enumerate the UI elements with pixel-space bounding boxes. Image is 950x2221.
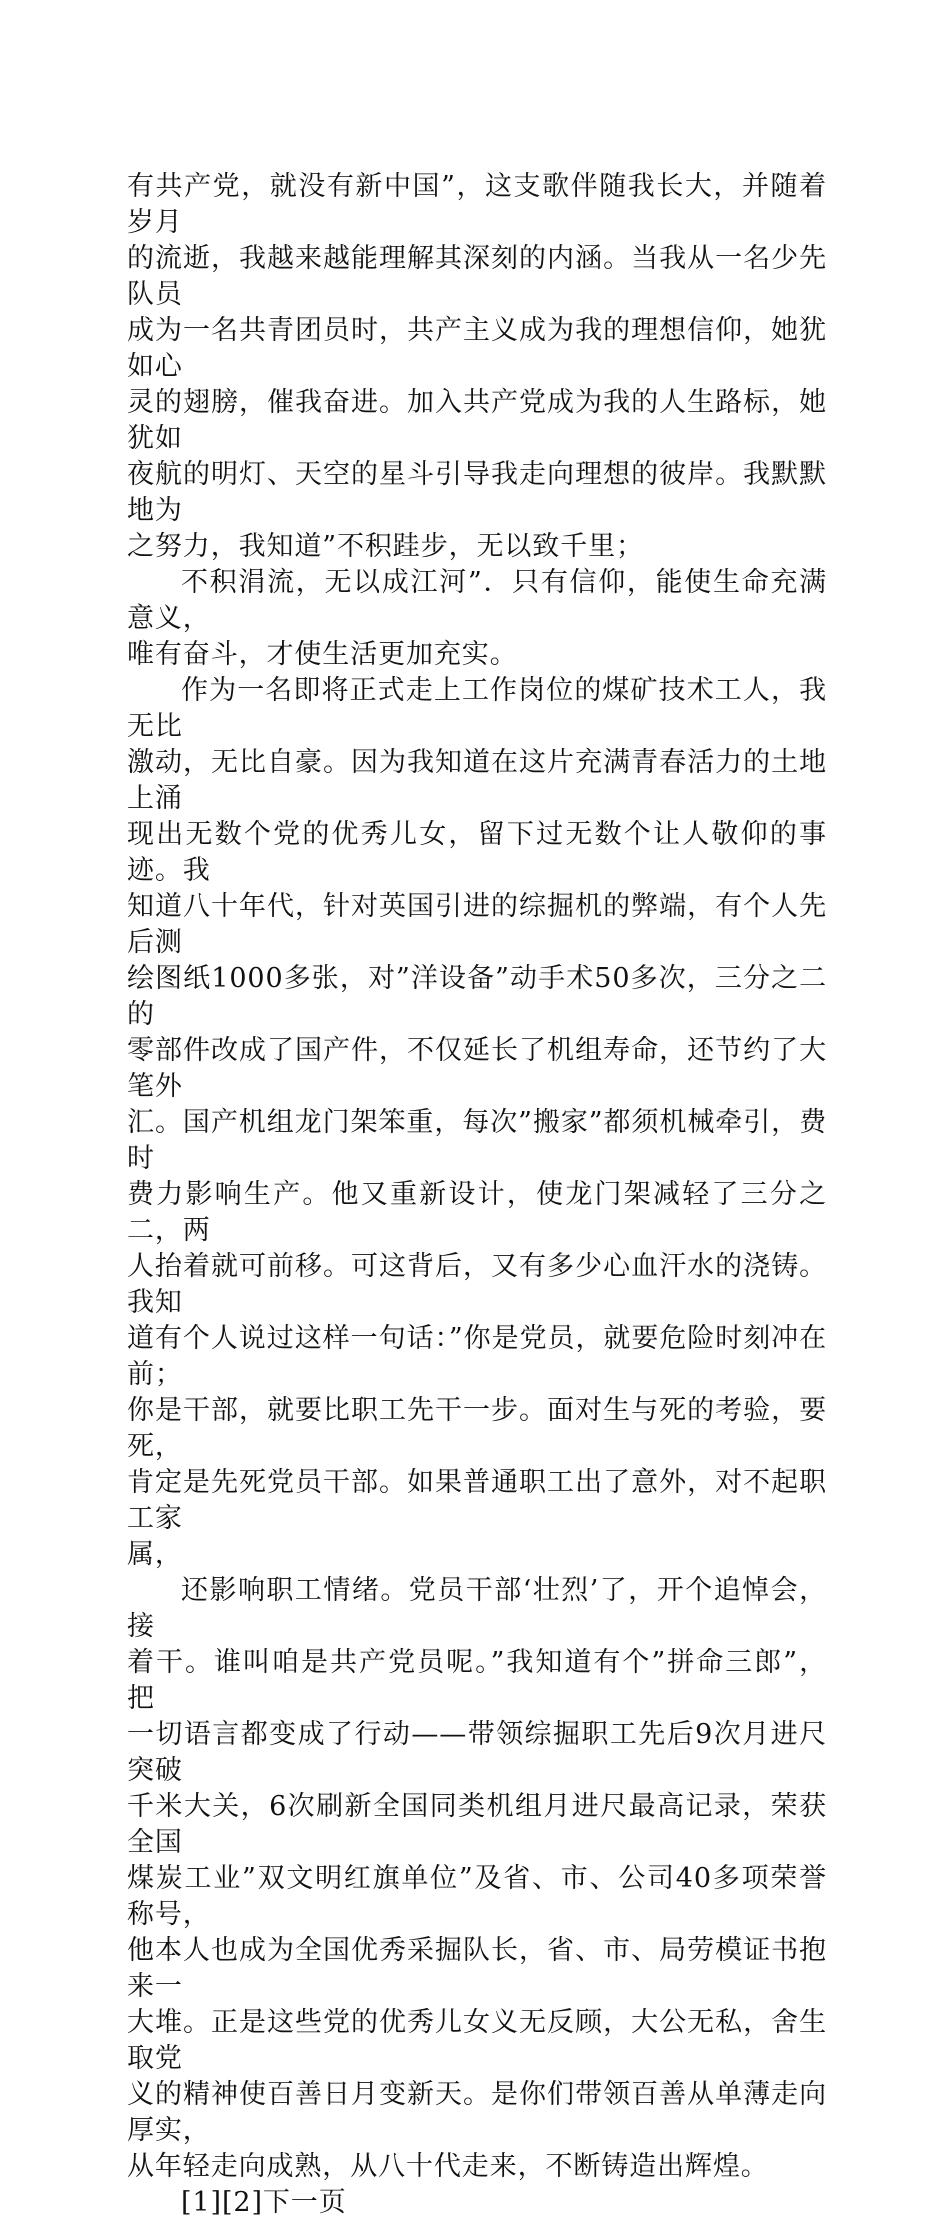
document-body <box>127 169 827 2221</box>
paragraph-3: 作为一名即将正式走上工作岗位的煤矿技术工人，我无比 激动，无比自豪。因为我知道在这片充满青春活力的土地上涌 现出无数个党的优秀儿女，留下过无数个让人敬仰的事迹。我 知道八十年代，针对英国引进的综掘机的弊端，有个人先后测 绘图纸1000多张，对”洋设备”动手术50多次，三分之二的 零部件改成了国产件，不仅延长了机组寿命，还节约了大笔外 汇。国产机组龙门架笨重，每次”搬家”都须机械牵引，费时 费力影响生产。他又重新设计，使龙门架减轻了三分之二，两 人抬着就可前移。可这背后，又有多少心血汗水的浇铸。我知 道有个人说过这样一句话：”你是党员，就要危险时刻冲在前； 你是干部，就要比职工先干一步。面对生与死的考验，要死， 肯定是先死党员干部。如果普通职工出了意外，对不起职工家 属， <box>127 675 827 1570</box>
pagination <box>127 2185 827 2221</box>
next-page-link[interactable]: 下一页 <box>262 2187 347 2218</box>
paragraph-1: 有共产党，就没有新中国”，这支歌伴随我长大，并随着岁月 的流逝，我越来越能理解其深刻的内涵。当我从一名少先队员 成为一名共青团员时，共产主义成为我的理想信仰，她犹如心 灵的翅膀，催我奋进。加入共产党成为我的人生路标，她犹如 夜航的明灯、天空的星斗引导我走向理想的彼岸。我默默地为 之努力，我知道”不积跬步，无以致千里； <box>127 171 827 562</box>
paragraph-2: 不积涓流，无以成江河”．只有信仰，能使生命充满意义， 唯有奋斗，才使生活更加充实。 <box>127 567 827 670</box>
page-1-link[interactable]: [1] <box>181 2187 222 2218</box>
page-2-link[interactable]: [2] <box>221 2187 263 2218</box>
paragraph-4: 还影响职工情绪。党员干部‘壮烈’了，开个追悼会，接 着干。谁叫咱是共产党员呢。”我知道有个”拼命三郎”，把 一切语言都变成了行动——带领综掘职工先后9次月进尺突破 千米大关，6次刷新全国同类机组月进尺最高记录，荣获全国 煤炭工业”双文明红旗单位”及省、市、公司40多项荣誉称号， 他本人也成为全国优秀采掘队长，省、市、局劳模证书抱来一 大堆。正是这些党的优秀儿女义无反顾，大公无私，舍生取党 义的精神使百善日月变新天。是你们带领百善从单薄走向厚实， 从年轻走向成熟，从八十代走来，不断铸造出辉煌。 <box>127 1575 827 2182</box>
